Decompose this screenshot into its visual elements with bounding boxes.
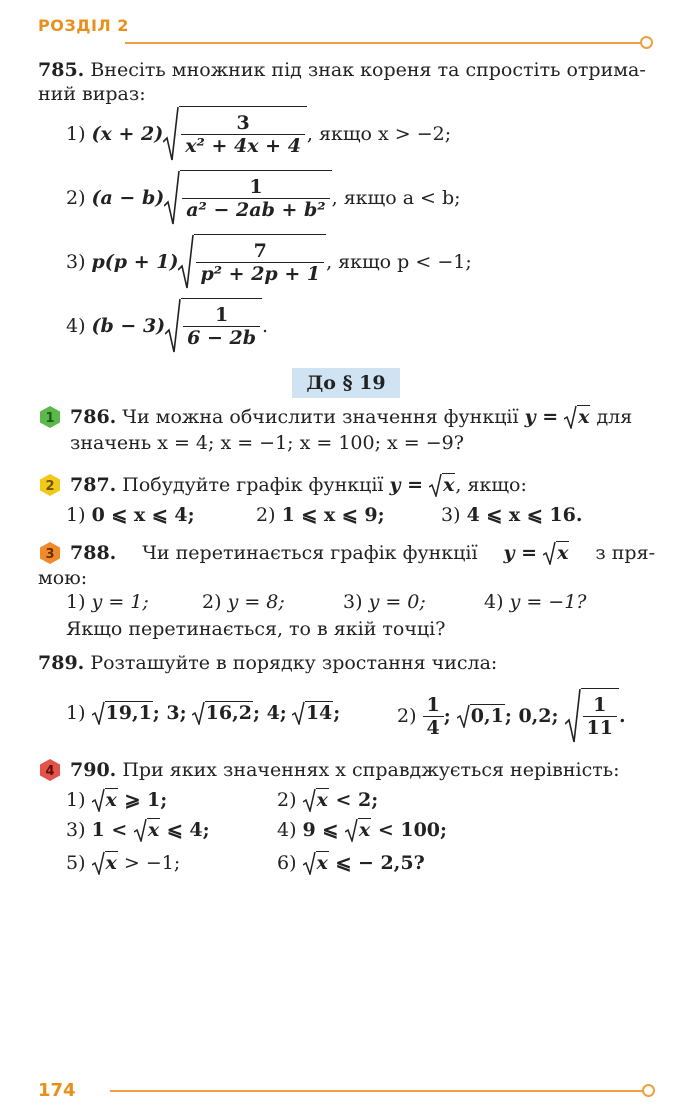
svg-text:2: 2: [45, 479, 55, 494]
p788-item-4: 4) y = −1?: [484, 591, 587, 613]
sqrt: x: [543, 541, 569, 565]
radical: $\frac{1}{11}$: [565, 688, 619, 744]
sqrt: 0,1: [457, 704, 505, 728]
problem-787-line1: 787. Побудуйте графік функції y = x , якщо:: [70, 474, 527, 496]
footer-rule-end: [642, 1084, 655, 1097]
level-4-hexagon-icon: [38, 758, 62, 782]
problem-786-line1: 786. Чи можна обчислити значення функції y = x для: [70, 406, 633, 428]
footer-rule: [110, 1090, 644, 1092]
problem-785-line2: ний вираз:: [38, 83, 146, 105]
problem-788-line2: мою:: [38, 567, 88, 589]
p787-item-3: 3) 4 ⩽ x ⩽ 16.: [441, 504, 583, 526]
sqrt: 16,2: [192, 701, 253, 725]
p787-item-1: 1) 0 ⩽ x ⩽ 4;: [66, 504, 195, 526]
p785-item-2: 2) (a − b) $\frac{1}{\text{a² − 2ab + b²}}$ , якщо a < b;: [66, 170, 461, 226]
header-rule: [125, 42, 642, 44]
level-1-hexagon-icon: [38, 405, 62, 429]
svg-text:4: 4: [45, 764, 55, 779]
p790-item-6: 6) x ⩽ − 2,5?: [277, 852, 425, 874]
sqrt: x: [564, 405, 590, 429]
page-number: 174: [38, 1080, 76, 1101]
sqrt: x: [134, 818, 160, 842]
p790-item-3: 3) 1 < x ⩽ 4;: [66, 819, 210, 841]
p788-item-2: 2) y = 8;: [202, 591, 285, 613]
sqrt: x: [345, 818, 371, 842]
p790-item-4: 4) 9 ⩽ x < 100;: [277, 819, 448, 841]
problem-786-line2: значень x = 4; x = −1; x = 100; x = −9?: [70, 432, 464, 454]
svg-text:1: 1: [45, 411, 55, 426]
p789-item-2: 2) $\frac{1}{4}$ ; 0,1 ; 0,2; $\frac{1}{11}$ .: [397, 688, 626, 744]
sqrt: x: [92, 788, 118, 812]
problem-790-line1: 790. При яких значеннях x справджується нерівність:: [70, 759, 620, 781]
p790-item-5: 5) x > −1;: [66, 852, 181, 874]
problem-788-line1: 788. Чи перетинається графік функції y = x з пря-: [70, 542, 655, 564]
section-label: РОЗДІЛ 2: [38, 16, 129, 35]
p787-item-2: 2) 1 ⩽ x ⩽ 9;: [256, 504, 385, 526]
p785-item-4: 4) (b − 3) $\frac{1}{6 - 2b}$ .: [66, 298, 268, 354]
p785-item-3: 3) p(p + 1) $\frac{7}{\text{p² + 2p + 1}}$ , якщо p < −1;: [66, 234, 472, 290]
p790-item-1: 1) x ⩾ 1;: [66, 789, 168, 811]
radical: $\frac{1}{\text{a² − 2ab + b²}}$: [164, 170, 331, 226]
p789-item-1: 1) 19,1 ; 3; 16,2 ; 4; 14 ;: [66, 702, 341, 724]
p785-item-1: 1) (x + 2) $\frac{3}{\text{x² + 4x + 4}}$ , якщо x > −2;: [66, 106, 451, 162]
sqrt: 14: [292, 701, 333, 725]
section-heading-box: До § 19: [292, 368, 400, 398]
svg-text:3: 3: [45, 547, 55, 562]
sqrt: x: [303, 788, 329, 812]
radical: $\frac{1}{6 - 2b}$: [165, 298, 262, 354]
sqrt: x: [429, 473, 455, 497]
radical: $\frac{3}{\text{x² + 4x + 4}}$: [163, 106, 307, 162]
level-3-hexagon-icon: [38, 541, 62, 565]
p788-item-1: 1) y = 1;: [66, 591, 149, 613]
sqrt: 19,1: [92, 701, 153, 725]
problem-788-line3: Якщо перетинається, то в якій точці?: [66, 618, 446, 640]
radical: $\frac{7}{\text{p² + 2p + 1}}$: [178, 234, 326, 290]
p790-item-2: 2) x < 2;: [277, 789, 379, 811]
sqrt: x: [92, 851, 118, 875]
p788-item-3: 3) y = 0;: [343, 591, 426, 613]
problem-785-line1: 785. Внесіть множник під знак кореня та спростіть отрима-: [38, 59, 646, 81]
problem-789-line1: 789. Розташуйте в порядку зростання числа:: [38, 652, 498, 674]
fraction: $\frac{1}{4}$: [423, 694, 444, 739]
level-2-hexagon-icon: [38, 473, 62, 497]
sqrt: x: [303, 851, 329, 875]
header-rule-end: [640, 36, 653, 49]
